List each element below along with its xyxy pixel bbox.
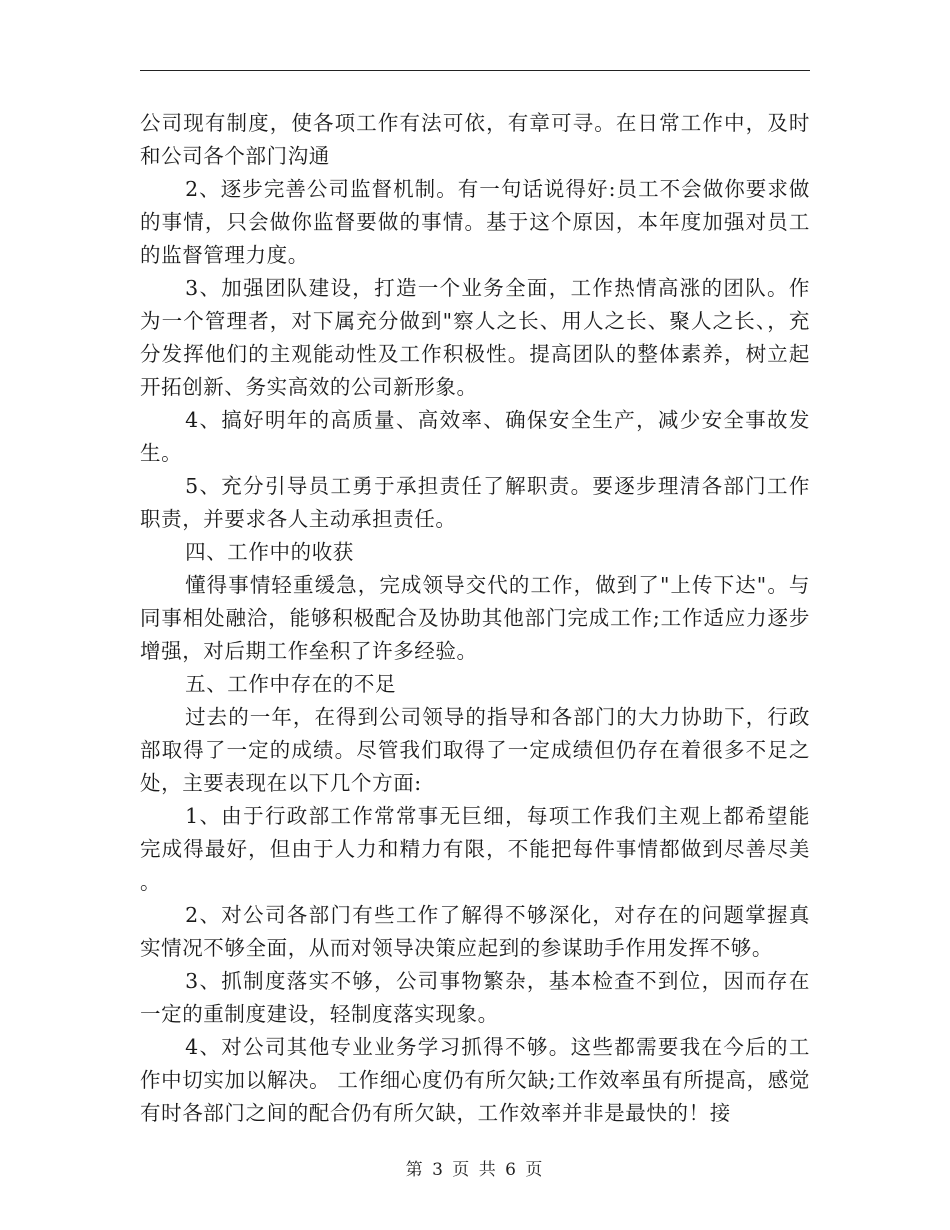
paragraph: 3、加强团队建设，打造一个业务全面，工作热情高涨的团队。作为一个管理者，对下属充分做到"察人之长、用人之长、聚人之长、，充分发挥他们的主观能动性及工作积极性。提高团队的整体素养，树立起开拓创新、务实高效的公司新形象。 (140, 276, 810, 399)
document-body (140, 107, 810, 1130)
paragraph: 2、逐步完善公司监督机制。有一句话说得好:员工不会做你要求做的事情，只会做你监督要做的事情。基于这个原因，本年度加强对员工的监督管理力度。 (140, 177, 810, 267)
paragraph: 过去的一年，在得到公司领导的指导和各部门的大力协助下，行政部取得了一定的成绩。尽管我们取得了一定成绩但仍存在着很多不足之处，主要表现在以下几个方面: (140, 705, 810, 795)
section-heading: 四、工作中的收获 (185, 540, 354, 564)
paragraph: 4、对公司其他专业业务学习抓得不够。这些都需要我在今后的工作中切实加以解决。 工作细心度仍有所欠缺;工作效率虽有所提高，感觉有时各部门之间的配合仍有所欠缺，工作效率并非是最快的！接 (140, 1035, 810, 1125)
paragraph: 3、抓制度落实不够，公司事物繁杂，基本检查不到位，因而存在一定的重制度建设，轻制度落实现象。 (140, 969, 810, 1026)
paragraph: 4、搞好明年的高质量、高效率、确保安全生产，减少安全事故发生。 (140, 408, 810, 465)
paragraph: 2、对公司各部门有些工作了解得不够深化，对存在的问题掌握真实情况不够全面，从而对领导决策应起到的参谋助手作用发挥不够。 (140, 903, 810, 960)
paragraph: 5、充分引导员工勇于承担责任了解职责。要逐步理清各部门工作职责，并要求各人主动承担责任。 (140, 474, 810, 531)
header-rule (140, 70, 810, 71)
section-heading: 五、工作中存在的不足 (185, 672, 397, 696)
paragraph: 公司现有制度，使各项工作有法可依，有章可寻。在日常工作中，及时和公司各个部门沟通 (140, 111, 810, 168)
paragraph: 懂得事情轻重缓急，完成领导交代的工作，做到了"上传下达"。与同事相处融洽，能够积极配合及协助其他部门完成工作;工作适应力逐步增强，对后期工作垒积了许多经验。 (140, 573, 810, 663)
paragraph: 1、由于行政部工作常常事无巨细，每项工作我们主观上都希望能完成得最好，但由于人力和精力有限，不能把每件事情都做到尽善尽美。 (140, 804, 810, 894)
page-number-footer: 第 3 页 共 6 页 (405, 1160, 545, 1180)
